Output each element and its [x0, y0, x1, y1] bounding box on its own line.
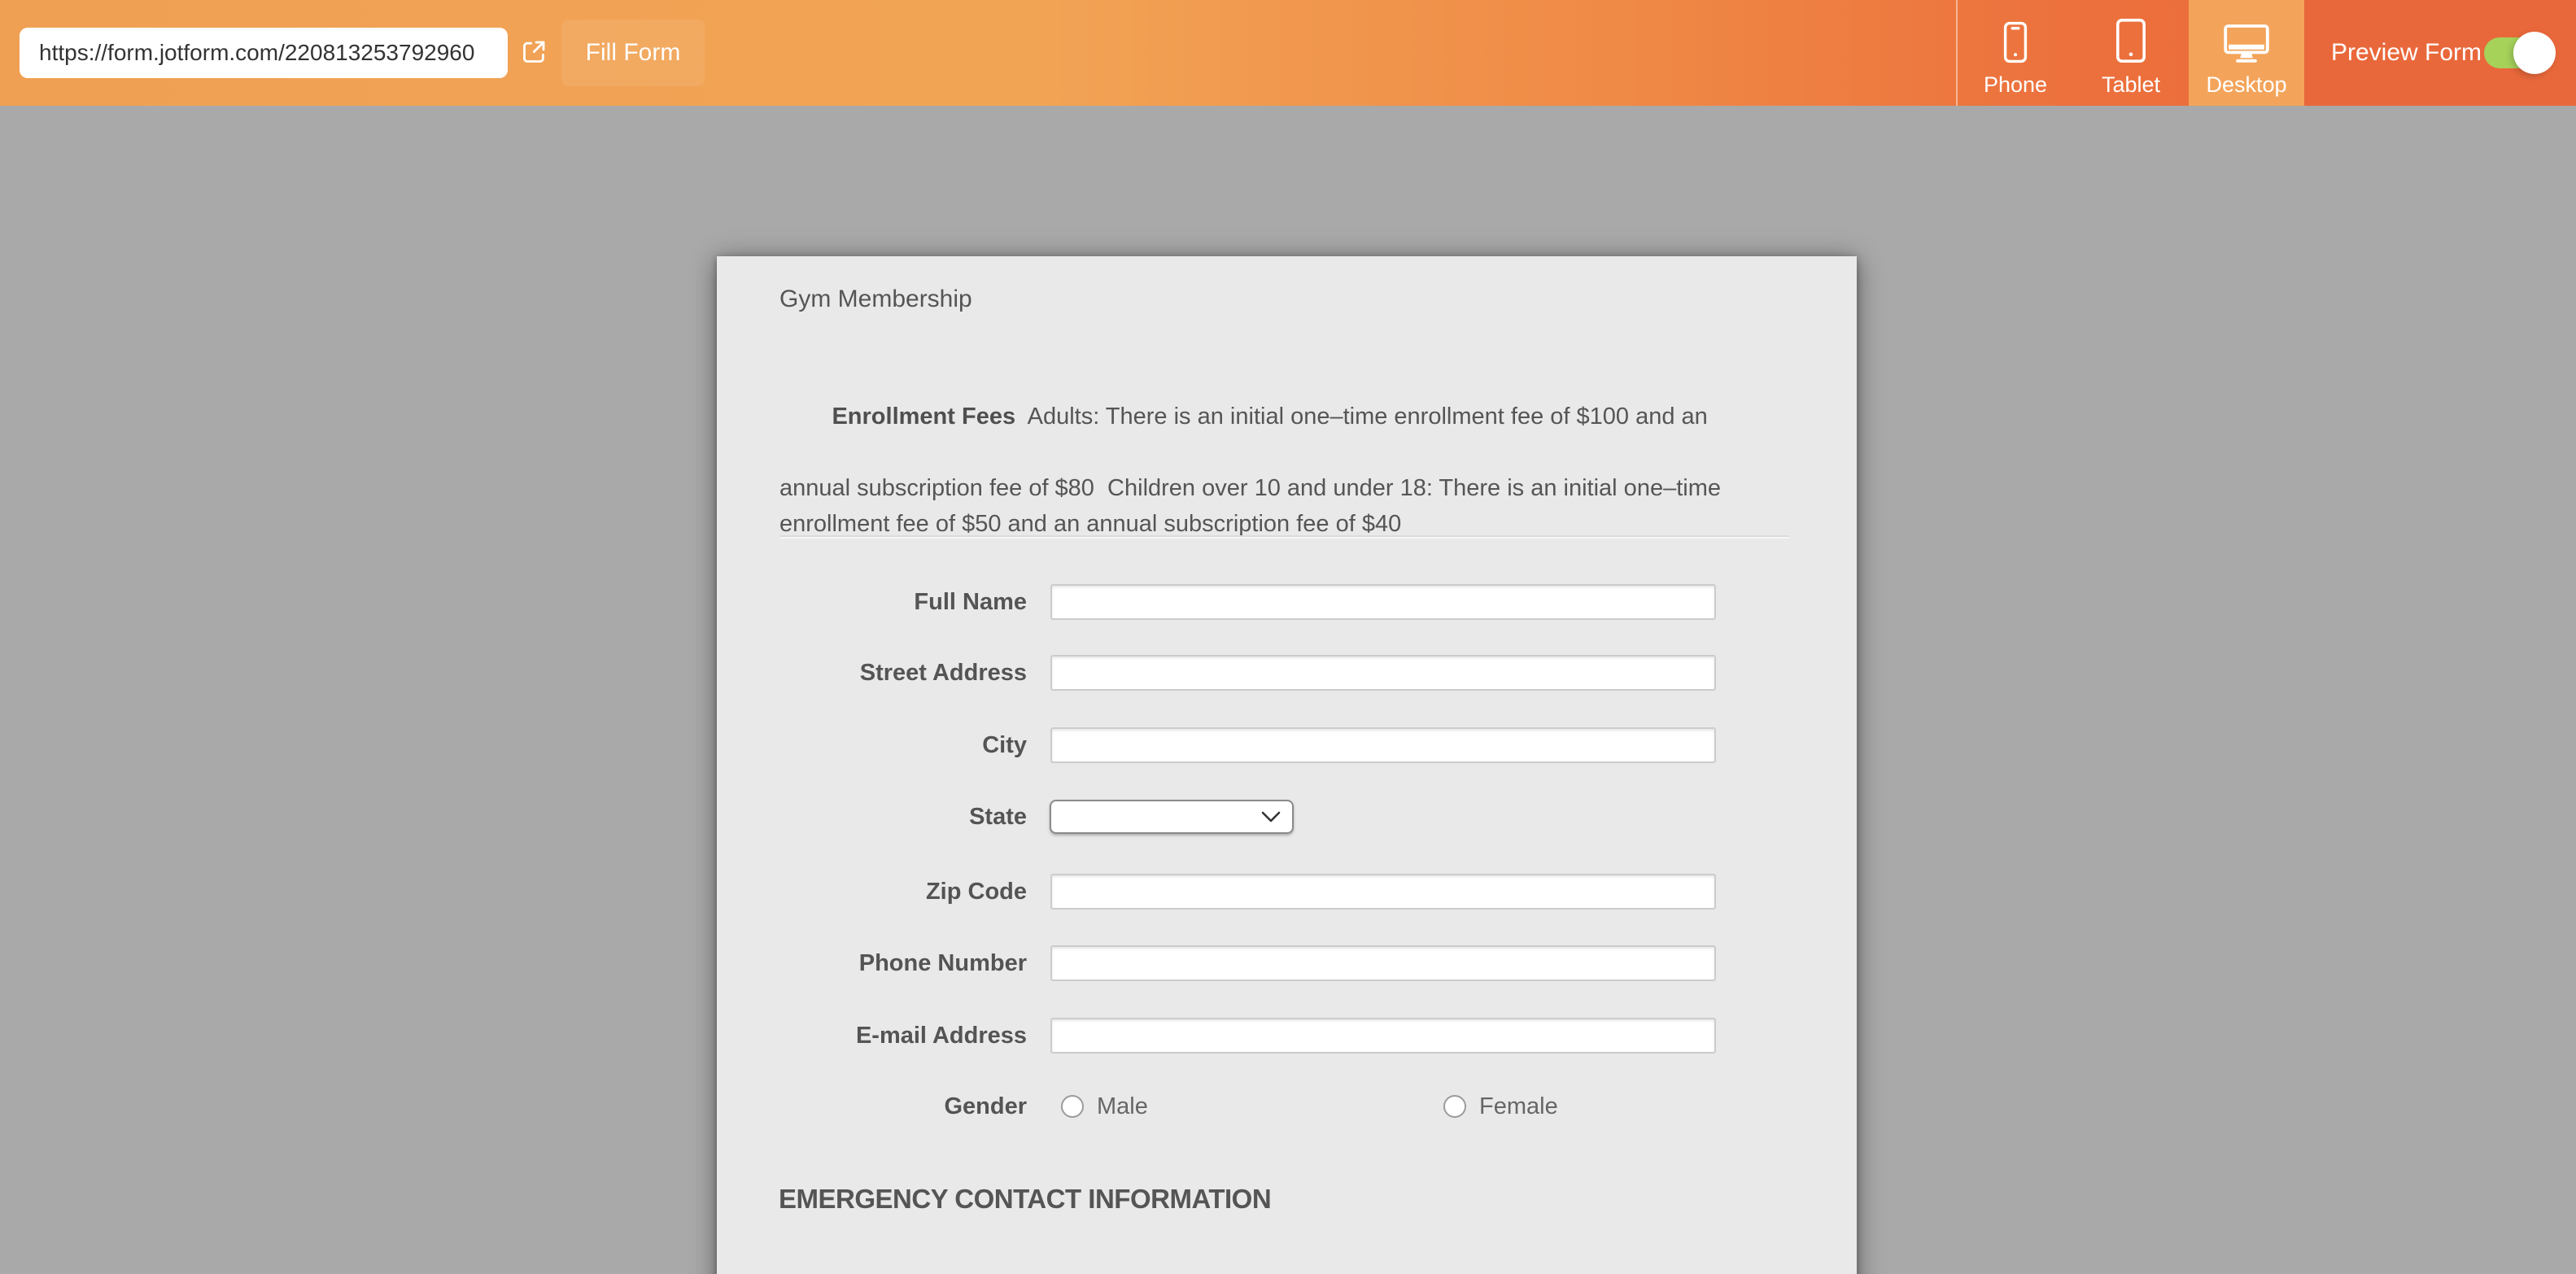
external-link-icon: [517, 58, 550, 72]
preview-form-toggle[interactable]: [2484, 37, 2552, 68]
fill-form-button[interactable]: [561, 20, 705, 86]
tablet-icon: [2115, 18, 2146, 68]
form-url-input[interactable]: [20, 28, 508, 78]
street-address-input[interactable]: [1050, 655, 1716, 691]
emergency-contact-heading: EMERGENCY CONTACT INFORMATION: [779, 1184, 1272, 1214]
device-toggle-phone[interactable]: [1958, 0, 2073, 106]
open-form-button[interactable]: [517, 36, 550, 68]
phone-number-input[interactable]: [1050, 945, 1716, 981]
fill-form-label: Fill Form: [585, 39, 681, 66]
zip-code-label: Zip Code: [925, 879, 1027, 905]
gender-options-row: [717, 1090, 1775, 1123]
preview-form-label: Preview Form: [2331, 39, 2482, 66]
intro-line1: Adults: There is an initial one–time enrollment fee of $100 and an: [1015, 404, 1708, 430]
preview-stage: [0, 106, 2576, 1274]
city-label: City: [982, 732, 1027, 758]
gender-radio-male[interactable]: [1061, 1095, 1084, 1118]
intro-line2: annual subscription fee of $80 Children over 10 and under 18: There is an initial one–time: [779, 475, 1721, 501]
form-title: Gym Membership: [779, 286, 972, 312]
intro-bold-label: Enrollment Fees: [832, 404, 1016, 430]
intro-line3: enrollment fee of $50 and an annual subscription fee of $40: [779, 511, 1402, 537]
preview-form-section: [2304, 0, 2576, 106]
device-label-phone: Phone: [1983, 72, 2048, 97]
gender-radio-female[interactable]: [1443, 1095, 1466, 1118]
desktop-icon: [2223, 23, 2270, 68]
device-toggle-tablet[interactable]: [2073, 0, 2189, 106]
state-label: State: [969, 804, 1027, 830]
toggle-knob: [2513, 32, 2556, 74]
email-address-input[interactable]: [1050, 1018, 1716, 1054]
preview-topbar: [0, 0, 2576, 106]
device-label-tablet: Tablet: [2101, 72, 2161, 97]
phone-number-label: Phone Number: [858, 950, 1027, 976]
device-label-desktop: Desktop: [2206, 72, 2287, 97]
full-name-input[interactable]: [1050, 584, 1716, 620]
device-toggle-desktop[interactable]: [2189, 0, 2304, 106]
city-input[interactable]: [1050, 727, 1716, 763]
gender-label: Gender: [944, 1093, 1027, 1119]
street-address-label: Street Address: [859, 660, 1027, 686]
enrollment-fees-text: [779, 363, 1721, 542]
form-card: [717, 256, 1857, 1274]
section-divider: [779, 535, 1789, 539]
full-name-label: Full Name: [914, 589, 1027, 615]
gender-option-female-label[interactable]: Female: [1479, 1093, 1558, 1119]
gender-option-male-label[interactable]: Male: [1097, 1093, 1148, 1119]
email-address-label: E-mail Address: [855, 1023, 1027, 1049]
phone-icon: [2003, 21, 2028, 68]
zip-code-input[interactable]: [1050, 874, 1716, 910]
state-select[interactable]: [1050, 800, 1294, 834]
